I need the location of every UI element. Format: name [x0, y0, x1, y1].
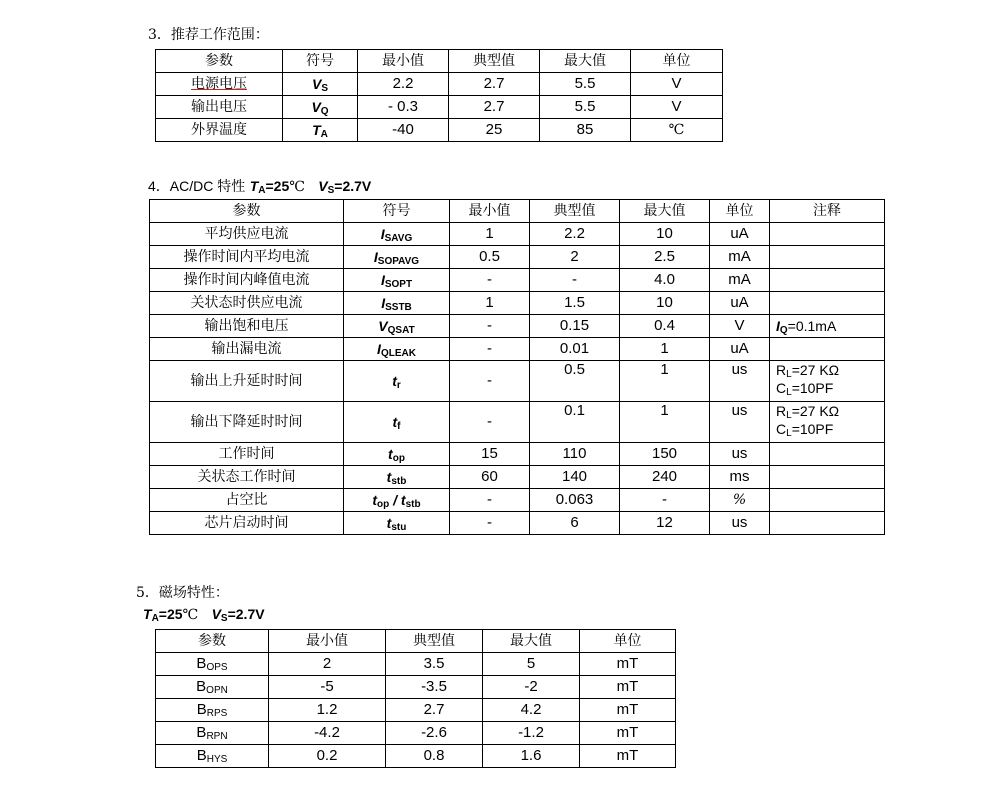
min-cell: - [450, 338, 530, 361]
table-row [150, 315, 885, 338]
min-cell: 1 [450, 223, 530, 246]
note-cell [770, 223, 885, 246]
typ-cell: 25 [449, 119, 540, 142]
typ-cell: 0.1 [530, 402, 620, 443]
note-cell [770, 489, 885, 512]
table-row [156, 73, 723, 96]
param-cell [156, 73, 283, 96]
symbol-cell: $I_{SSTB}$ [344, 292, 450, 315]
unit-cell: mT [580, 676, 676, 699]
min-cell: -5 [269, 676, 386, 699]
symbol-cell: $t_{stu}$ [344, 512, 450, 535]
typ-cell: 110 [530, 443, 620, 466]
param-cell: $B_{RPN}$ [156, 722, 269, 745]
unit-cell: ms [710, 466, 770, 489]
param-cell: 输出饱和电压 [150, 315, 344, 338]
unit-cell: mA [710, 246, 770, 269]
param-cell: 输出下降延时时间 [150, 402, 344, 443]
header-cell: 最小值 [358, 50, 449, 73]
param-cell: 输出漏电流 [150, 338, 344, 361]
min-cell: - [450, 402, 530, 443]
typ-cell: 0.01 [530, 338, 620, 361]
table-row [150, 466, 885, 489]
section3-heading: 3．推荐工作范围： [148, 27, 269, 43]
header-cell: 最小值 [450, 200, 530, 223]
param-cell: 操作时间内平均电流 [150, 246, 344, 269]
param-text: 电源电压 [191, 76, 247, 92]
param-cell: 操作时间内峰值电流 [150, 269, 344, 292]
table-row [150, 269, 885, 292]
unit-cell: mT [580, 745, 676, 768]
table-row [150, 512, 885, 535]
header-cell: 符号 [344, 200, 450, 223]
typ-cell: 0.063 [530, 489, 620, 512]
min-cell: - [450, 512, 530, 535]
typ-cell: 3.5 [386, 653, 483, 676]
param-cell: 外界温度 [156, 119, 283, 142]
section5-conditions: $T_A=25℃$ $V_S=2.7V$ [143, 606, 265, 624]
typ-cell: 6 [530, 512, 620, 535]
table-row [150, 361, 885, 402]
header-cell: 参数 [156, 630, 269, 653]
max-cell: 4.0 [620, 269, 710, 292]
note-cell: $R_L=27$ KΩ $C_L=10PF$ [770, 402, 885, 443]
param-cell: 关状态时供应电流 [150, 292, 344, 315]
param-cell: 芯片启动时间 [150, 512, 344, 535]
unit-cell: mA [710, 269, 770, 292]
note-cell [770, 338, 885, 361]
section4-heading: 4．AC/DC 特性 $T_A=25℃$ $V_S=2.7V$ [148, 178, 372, 196]
typ-cell: 2.7 [386, 699, 483, 722]
table-row [156, 676, 676, 699]
header-cell: 典型值 [449, 50, 540, 73]
param-cell: 平均供应电流 [150, 223, 344, 246]
header-cell: 参数 [150, 200, 344, 223]
unit-cell: mT [580, 722, 676, 745]
param-cell: 输出电压 [156, 96, 283, 119]
table-header-row [156, 630, 676, 653]
max-cell: - [620, 489, 710, 512]
table-row [156, 745, 676, 768]
header-cell: 最大值 [620, 200, 710, 223]
min-cell: 2.2 [358, 73, 449, 96]
symbol-cell: $t_r$ [344, 361, 450, 402]
unit-cell: uA [710, 292, 770, 315]
symbol-cell: $V_{QSAT}$ [344, 315, 450, 338]
min-cell: 0.2 [269, 745, 386, 768]
max-cell: -1.2 [483, 722, 580, 745]
table-header-row [156, 50, 723, 73]
max-cell: 150 [620, 443, 710, 466]
min-cell: 15 [450, 443, 530, 466]
max-cell: 0.4 [620, 315, 710, 338]
max-cell: 1 [620, 402, 710, 443]
param-cell: $B_{RPS}$ [156, 699, 269, 722]
table-row [156, 722, 676, 745]
max-cell: 10 [620, 292, 710, 315]
typ-cell: 0.15 [530, 315, 620, 338]
param-cell: $B_{HYS}$ [156, 745, 269, 768]
note-cell [770, 512, 885, 535]
min-cell: 1.2 [269, 699, 386, 722]
max-cell: 1.6 [483, 745, 580, 768]
min-cell: - [450, 489, 530, 512]
header-cell: 典型值 [530, 200, 620, 223]
min-cell: 2 [269, 653, 386, 676]
table-row [150, 402, 885, 443]
table-row [150, 489, 885, 512]
symbol-cell: $t_{op} / t_{stb}$ [344, 489, 450, 512]
table-row [156, 119, 723, 142]
symbol-cell: $t_f$ [344, 402, 450, 443]
note-cell [770, 292, 885, 315]
min-cell: - 0.3 [358, 96, 449, 119]
unit-cell: mT [580, 699, 676, 722]
header-cell: 最大值 [540, 50, 631, 73]
min-cell: - [450, 361, 530, 402]
typ-cell: 140 [530, 466, 620, 489]
unit-cell: % [710, 489, 770, 512]
typ-cell: 2.7 [449, 73, 540, 96]
header-cell: 参数 [156, 50, 283, 73]
max-cell: 2.5 [620, 246, 710, 269]
max-cell: 240 [620, 466, 710, 489]
max-cell: 4.2 [483, 699, 580, 722]
header-cell: 注释 [770, 200, 885, 223]
table-row [150, 246, 885, 269]
header-cell: 典型值 [386, 630, 483, 653]
typ-cell: 2.7 [449, 96, 540, 119]
param-cell: $B_{OPN}$ [156, 676, 269, 699]
max-cell: 5 [483, 653, 580, 676]
max-cell: 85 [540, 119, 631, 142]
unit-cell: us [710, 361, 770, 402]
typ-cell: 0.8 [386, 745, 483, 768]
unit-cell: mT [580, 653, 676, 676]
typ-cell: - [530, 269, 620, 292]
max-cell: -2 [483, 676, 580, 699]
header-cell: 单位 [710, 200, 770, 223]
unit-cell: us [710, 402, 770, 443]
symbol-cell: $V_Q$ [283, 96, 358, 119]
param-cell: $B_{OPS}$ [156, 653, 269, 676]
max-cell: 12 [620, 512, 710, 535]
header-cell: 最小值 [269, 630, 386, 653]
symbol-cell: $I_{SAVG}$ [344, 223, 450, 246]
max-cell: 1 [620, 361, 710, 402]
unit-cell: V [631, 96, 723, 119]
table-row [156, 96, 723, 119]
recommended-range-table [155, 49, 723, 142]
max-cell: 10 [620, 223, 710, 246]
note-cell [770, 269, 885, 292]
typ-cell: 1.5 [530, 292, 620, 315]
header-cell: 单位 [580, 630, 676, 653]
unit-cell: uA [710, 338, 770, 361]
header-cell: 单位 [631, 50, 723, 73]
min-cell: 60 [450, 466, 530, 489]
symbol-cell: $I_{SOPAVG}$ [344, 246, 450, 269]
typ-cell: 0.5 [530, 361, 620, 402]
symbol-cell: $t_{op}$ [344, 443, 450, 466]
min-cell: -4.2 [269, 722, 386, 745]
max-cell: 5.5 [540, 96, 631, 119]
typ-cell: 2.2 [530, 223, 620, 246]
min-cell: 1 [450, 292, 530, 315]
table-row [150, 292, 885, 315]
symbol-cell: $I_{QLEAK}$ [344, 338, 450, 361]
symbol-cell: $V_S$ [283, 73, 358, 96]
unit-cell: V [710, 315, 770, 338]
typ-cell: -2.6 [386, 722, 483, 745]
unit-cell: ℃ [631, 119, 723, 142]
note-cell: $I_Q=0.1mA$ [770, 315, 885, 338]
param-cell: 工作时间 [150, 443, 344, 466]
min-cell: - [450, 315, 530, 338]
header-cell: 符号 [283, 50, 358, 73]
max-cell: 1 [620, 338, 710, 361]
table-row [150, 443, 885, 466]
unit-cell: us [710, 443, 770, 466]
unit-cell: us [710, 512, 770, 535]
section5-heading: 5．磁场特性： [136, 585, 229, 601]
note-cell [770, 466, 885, 489]
note-cell [770, 443, 885, 466]
table-row [156, 653, 676, 676]
param-cell: 输出上升延时时间 [150, 361, 344, 402]
table-row [150, 223, 885, 246]
typ-cell: 2 [530, 246, 620, 269]
max-cell: 5.5 [540, 73, 631, 96]
param-cell: 关状态工作时间 [150, 466, 344, 489]
note-cell: $R_L=27$ KΩ $C_L=10PF$ [770, 361, 885, 402]
symbol-cell: $t_{stb}$ [344, 466, 450, 489]
unit-cell: V [631, 73, 723, 96]
typ-cell: -3.5 [386, 676, 483, 699]
param-cell: 占空比 [150, 489, 344, 512]
magnetic-characteristics-table [155, 629, 676, 768]
ac-dc-characteristics-table [149, 199, 885, 535]
table-row [156, 699, 676, 722]
symbol-cell: $T_A$ [283, 119, 358, 142]
header-cell: 最大值 [483, 630, 580, 653]
symbol-cell: $I_{SOPT}$ [344, 269, 450, 292]
unit-cell: uA [710, 223, 770, 246]
table-row [150, 338, 885, 361]
min-cell: -40 [358, 119, 449, 142]
note-cell [770, 246, 885, 269]
table-header-row [150, 200, 885, 223]
min-cell: 0.5 [450, 246, 530, 269]
min-cell: - [450, 269, 530, 292]
